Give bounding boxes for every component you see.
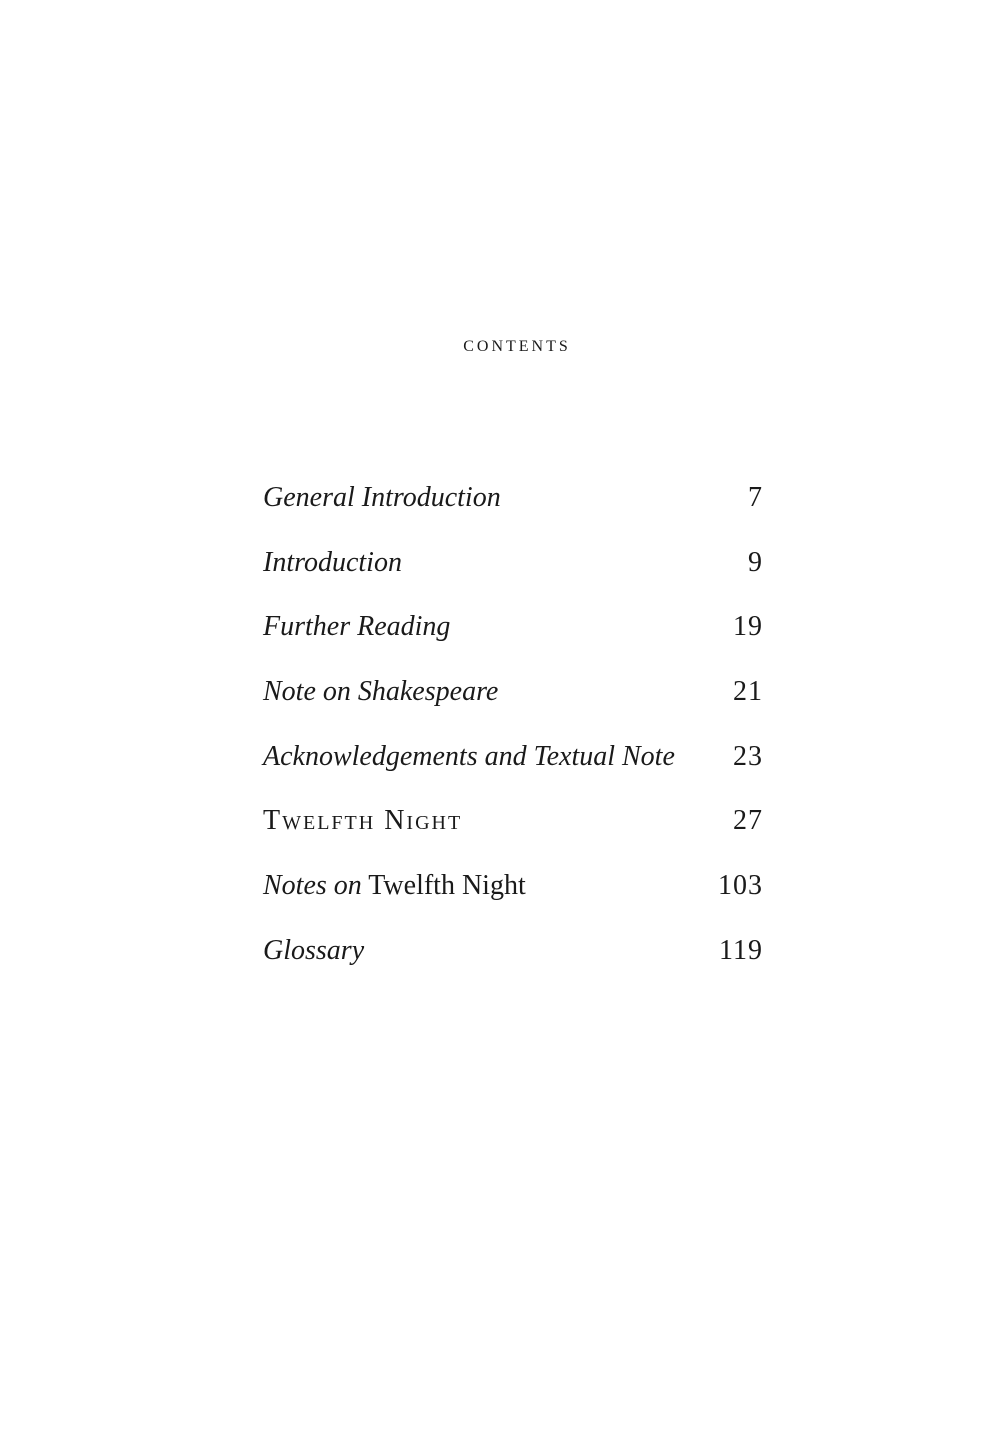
- toc-entry-page: 23: [733, 740, 763, 772]
- toc-entry-glossary: [263, 931, 763, 996]
- toc-entry-title: Twelfth Night: [263, 805, 463, 837]
- toc-entry-title: General Introduction: [263, 482, 501, 513]
- toc-entry-title: Note on Shakespeare: [263, 676, 499, 708]
- toc-entry-page: 19: [733, 611, 763, 643]
- toc-entry-title-main: Twelfth Night: [368, 870, 526, 902]
- page-title: contents: [463, 331, 571, 356]
- toc-entry-introduction: [263, 543, 763, 608]
- toc-entry-note-on-shakespeare: [263, 672, 763, 737]
- toc-entry-page: 21: [733, 676, 763, 708]
- toc-entry-page: 7: [748, 482, 763, 513]
- toc-entry-twelfth-night: [263, 801, 763, 866]
- toc-entry-page: 103: [718, 870, 763, 902]
- toc-entry-general-introduction: [263, 478, 763, 543]
- toc-entry-page: 9: [748, 546, 763, 578]
- toc-entry-title: Glossary: [263, 934, 365, 966]
- toc-entry-title: Further Reading: [263, 611, 451, 643]
- toc-entry-title-prefix: Notes on: [263, 870, 362, 902]
- toc-entry-further-reading: [263, 607, 763, 672]
- toc-entry-page: 27: [733, 805, 763, 837]
- toc-entry-notes-on-twelfth-night: [263, 866, 763, 931]
- toc-entry-acknowledgements: [263, 737, 763, 802]
- toc-entry-title: Introduction: [263, 546, 402, 578]
- toc-entry-page: 119: [719, 934, 763, 966]
- toc-entry-title: Acknowledgements and Textual Note: [263, 740, 675, 772]
- toc-entry-title: [263, 866, 526, 906]
- table-of-contents: [263, 478, 763, 996]
